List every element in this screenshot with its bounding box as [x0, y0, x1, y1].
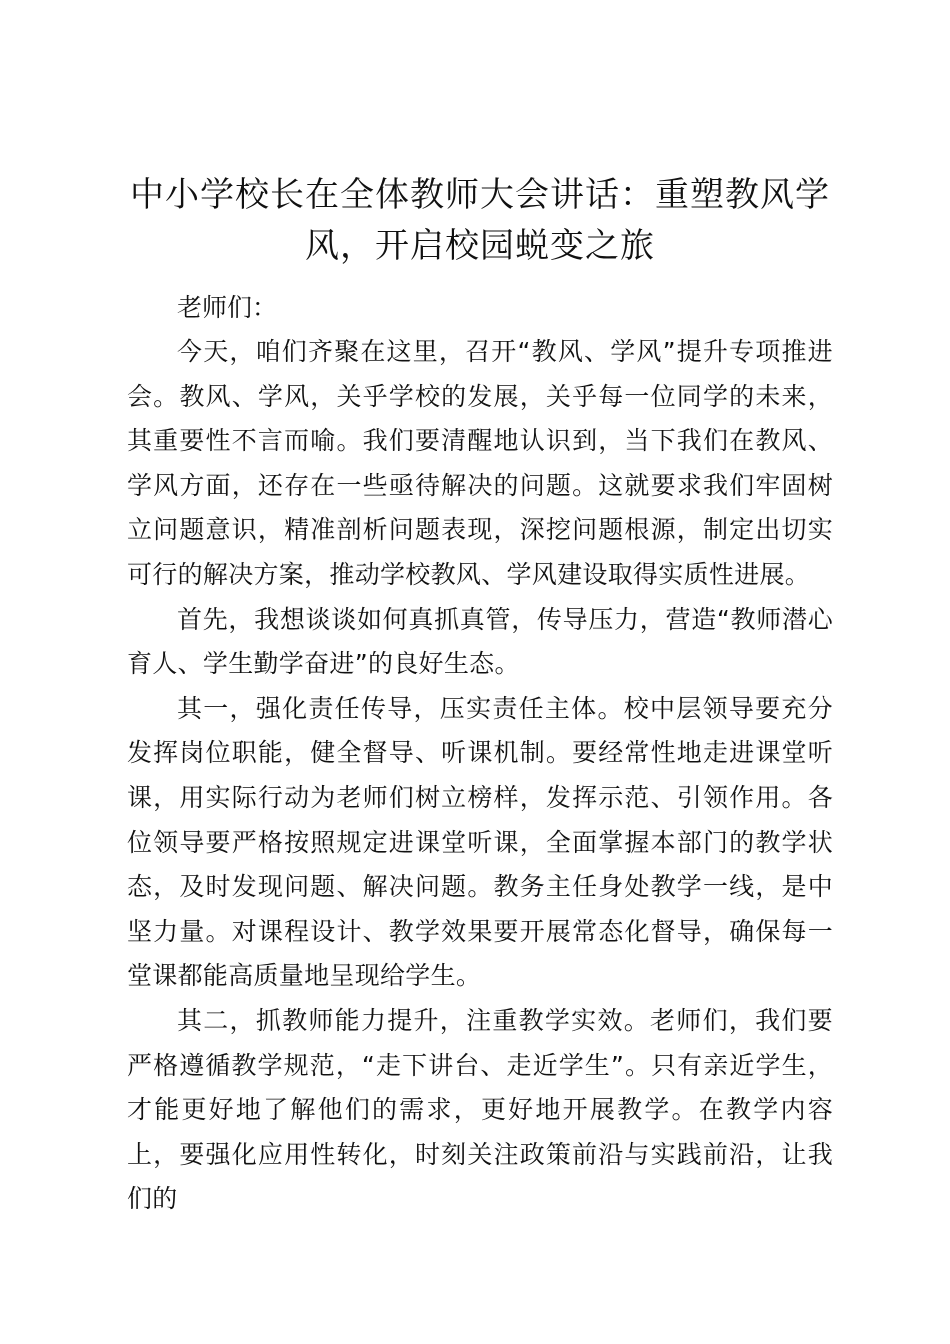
paragraph-intro: 今天，咱们齐聚在这里，召开“教风、学风”提升专项推进会。教风、学风，关乎学校的发展，关乎每一位同学的未来，其重要性不言而喻。我们要清醒地认识到，当下我们在教风、学风方面，还存在一些亟待解决的问题。这就要求我们牢固树立问题意识，精准剖析问题表现，深挖问题根源，制定出切实可行的解决方案，推动学校教风、学风建设取得实质性进展。 [127, 337, 833, 589]
paragraph-item-two: 其二，抓教师能力提升，注重教学实效。老师们，我们要严格遵循教学规范，“走下讲台、走近学生”。只有亲近学生，才能更好地了解他们的需求，更好地开展教学。在教学内容上，要强化应用性转化，时刻关注政策前沿与实践前沿，让我们的 [127, 1005, 833, 1214]
paragraph-first-point: 首先，我想谈谈如何真抓真管，传导压力，营造“教师潜心育人、学生勤学奋进”的良好生态。 [127, 604, 833, 679]
document-title: 中小学校长在全体教师大会讲话：重塑教风学风，开启校园蜕变之旅 [130, 175, 830, 266]
document-body [127, 170, 833, 1222]
paragraph-item-one: 其一，强化责任传导，压实责任主体。校中层领导要充分发挥岗位职能，健全督导、听课机制。要经常性地走进课堂听课，用实际行动为老师们树立榜样，发挥示范、引领作用。各位领导要严格按照规定进课堂听课，全面掌握本部门的教学状态，及时发现问题、解决问题。教务主任身处教学一线，是中坚力量。对课程设计、教学效果要开展常态化督导，确保每一堂课都能高质量地呈现给学生。 [127, 693, 833, 991]
salutation: 老师们： [177, 293, 278, 322]
